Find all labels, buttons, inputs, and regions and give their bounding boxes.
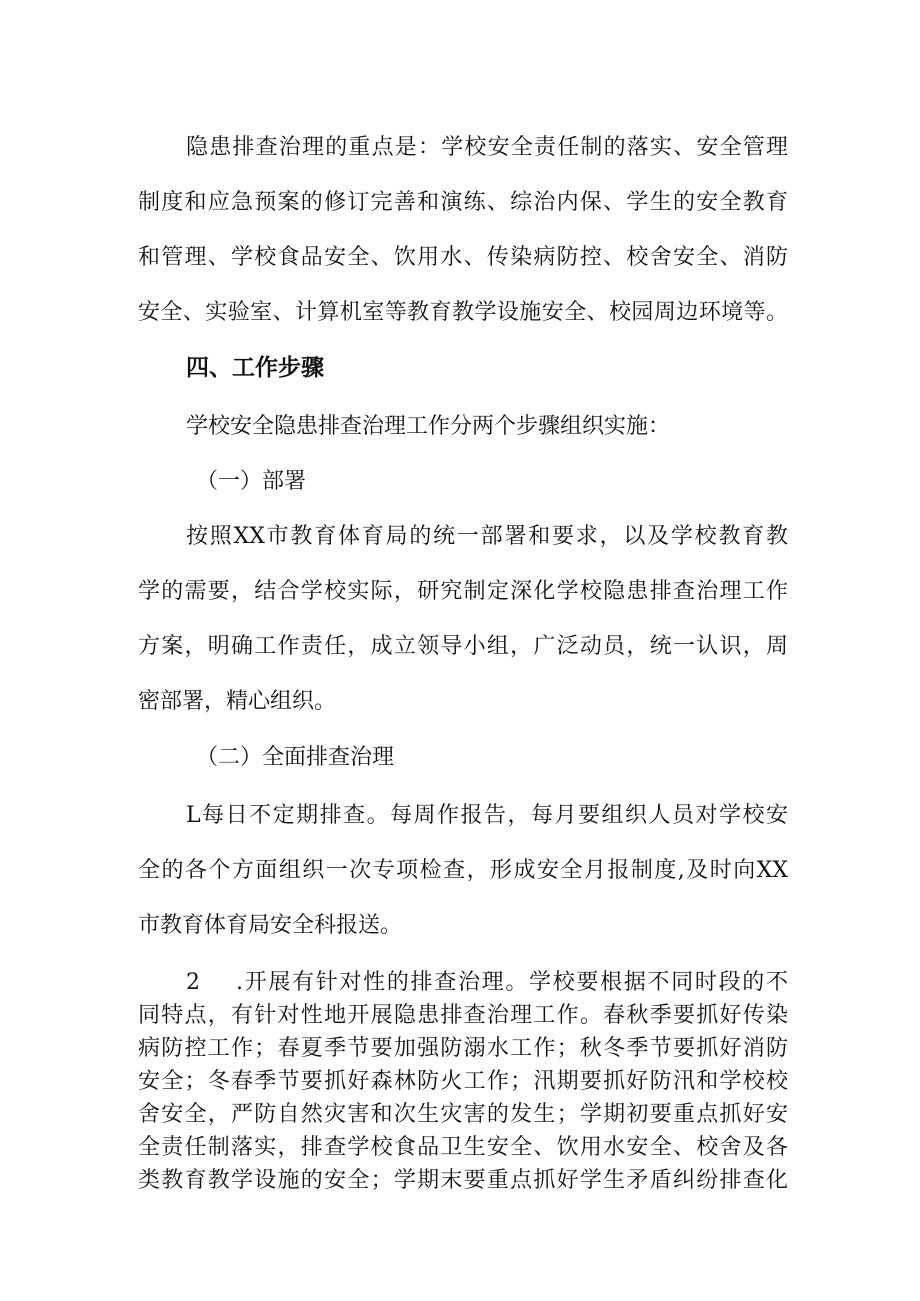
- paragraph-line: 全的各个方面组织一次专项检查，形成安全月报制度,及时向XX: [138, 858, 788, 883]
- paragraph-line: 市教育体育局安全科报送。: [138, 913, 403, 938]
- paragraph-line: 全责任制落实，排查学校食品卫生安全、饮用水安全、校舍及各: [138, 1135, 788, 1160]
- paragraph-line: 学的需要，结合学校实际，研究制定深化学校隐患排查治理工作: [138, 579, 788, 604]
- paragraph-line: [186, 970, 788, 996]
- paragraph-line: 学校安全隐患排查治理工作分两个步骤组织实施：: [186, 414, 671, 439]
- paragraph-line: L每日不定期排查。每周作报告，每月要组织人员对学校安: [186, 803, 788, 828]
- paragraph-line: 隐患排查治理的重点是：学校安全责任制的落实、安全管理: [186, 135, 788, 160]
- paragraph-line: 安全；冬春季节要抓好森林防火工作；汛期要抓好防汛和学校校: [138, 1069, 788, 1094]
- section-heading: 四、工作步骤: [186, 355, 324, 381]
- paragraph-line: 密部署，精心组织。: [138, 689, 337, 714]
- subsection-heading: （一）部署: [196, 469, 307, 494]
- paragraph-line: 病防控工作；春夏季节要加强防溺水工作；秋冬季节要抓好消防: [138, 1036, 788, 1061]
- subsection-heading: （二）全面排查治理: [196, 745, 395, 770]
- paragraph-line: 制度和应急预案的修订完善和演练、综治内保、学生的安全教育: [138, 190, 788, 215]
- paragraph-line: 按照XX市教育体育局的统一部署和要求，以及学校教育教: [186, 524, 788, 549]
- paragraph-line: 类教育教学设施的安全；学期末要重点抓好学生矛盾纠纷排查化: [138, 1168, 788, 1193]
- paragraph-line: 和管理、学校食品安全、饮用水、传染病防控、校舍安全、消防: [138, 245, 788, 270]
- paragraph-line: 舍安全，严防自然灾害和次生灾害的发生；学期初要重点抓好安: [138, 1102, 788, 1127]
- paragraph-line: 方案，明确工作责任，成立领导小组，广泛动员，统一认识，周: [138, 634, 788, 659]
- list-number: 2: [186, 970, 200, 995]
- paragraph-line: 安全、实验室、计算机室等教育教学设施安全、校园周边环境等。: [138, 300, 788, 325]
- paragraph-line: 同特点，有针对性地开展隐患排查治理工作。春秋季要抓好传染: [138, 1003, 788, 1028]
- paragraph-line-text: .开展有针对性的排查治理。学校要根据不同时段的不: [236, 970, 788, 995]
